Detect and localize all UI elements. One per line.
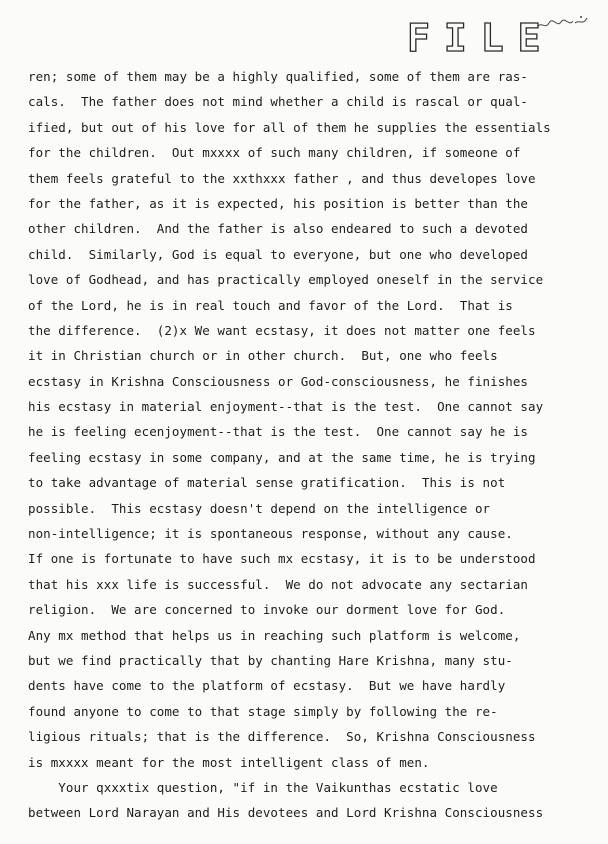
text-line: feeling ecstasy in some company, and at the same time, he is trying [28,449,536,465]
file-stamp-label: FILE [407,16,555,60]
text-line: for the father, as it is expected, his position is better than the [28,195,528,211]
text-line: found anyone to come to that stage simply by following the re- [28,703,498,719]
text-line: but we find practically that by chanting Hare Krishna, many stu- [28,652,513,668]
text-line: non-intelligence; it is spontaneous response, without any cause. [28,526,513,542]
text-line: the difference. (2)x We want ecstasy, it does not matter one feels [28,322,536,338]
typed-text-body [28,64,588,826]
text-line: to take advantage of material sense gratification. This is not [28,475,506,491]
text-line: child. Similarly, God is equal to everyone, but one who developed [28,246,528,262]
text-line: that his xxx life is successful. We do not advocate any sectarian [28,576,528,592]
text-line: cals. The father does not mind whether a child is rascal or qual- [28,94,528,110]
text-line: ligious rituals; that is the difference. So, Krishna Consciousness [28,729,536,745]
text-line: his ecstasy in material enjoyment--that is the test. One cannot say [28,399,544,415]
text-line: it in Christian church or in other church. But, one who feels [28,348,498,364]
text-line: ecstasy in Krishna Consciousness or God-consciousness, he finishes [28,373,528,389]
text-line: possible. This ecstasy doesn't depend on the intelligence or [28,500,491,516]
text-line: them feels grateful to the xxthxxx father , and thus developes love [28,170,536,186]
text-line: love of Godhead, and has practically employed oneself in the service [28,272,544,288]
text-line: he is feeling ecenjoyment--that is the test. One cannot say he is [28,424,528,440]
text-line: If one is fortunate to have such mx ecstasy, it is to be understood [28,551,536,567]
text-line: religion. We are concerned to invoke our dorment love for God. [28,602,506,618]
text-line: for the children. Out mxxxx of such many children, if someone of [28,145,521,161]
text-line: between Lord Narayan and His devotees and Lord Krishna Consciousness [28,805,544,821]
handwritten-scribble [535,14,589,34]
text-line: other children. And the father is also endeared to such a devoted [28,221,528,237]
text-line: ren; some of them may be a highly qualified, some of them are ras- [28,69,528,84]
text-line: of the Lord, he is in real touch and favor of the Lord. That is [28,297,513,313]
text-line: Any mx method that helps us in reaching such platform is welcome, [28,627,521,643]
file-stamp [407,10,587,60]
text-line: Your qxxxtix question, "if in the Vaikunthas ecstatic love [28,779,498,795]
text-line: ified, but out of his love for all of them he supplies the essentials [28,119,551,135]
text-line: is mxxxx meant for the most intelligent class of men. [28,754,430,770]
text-line: dents have come to the platform of ecstasy. But we have hardly [28,678,506,694]
